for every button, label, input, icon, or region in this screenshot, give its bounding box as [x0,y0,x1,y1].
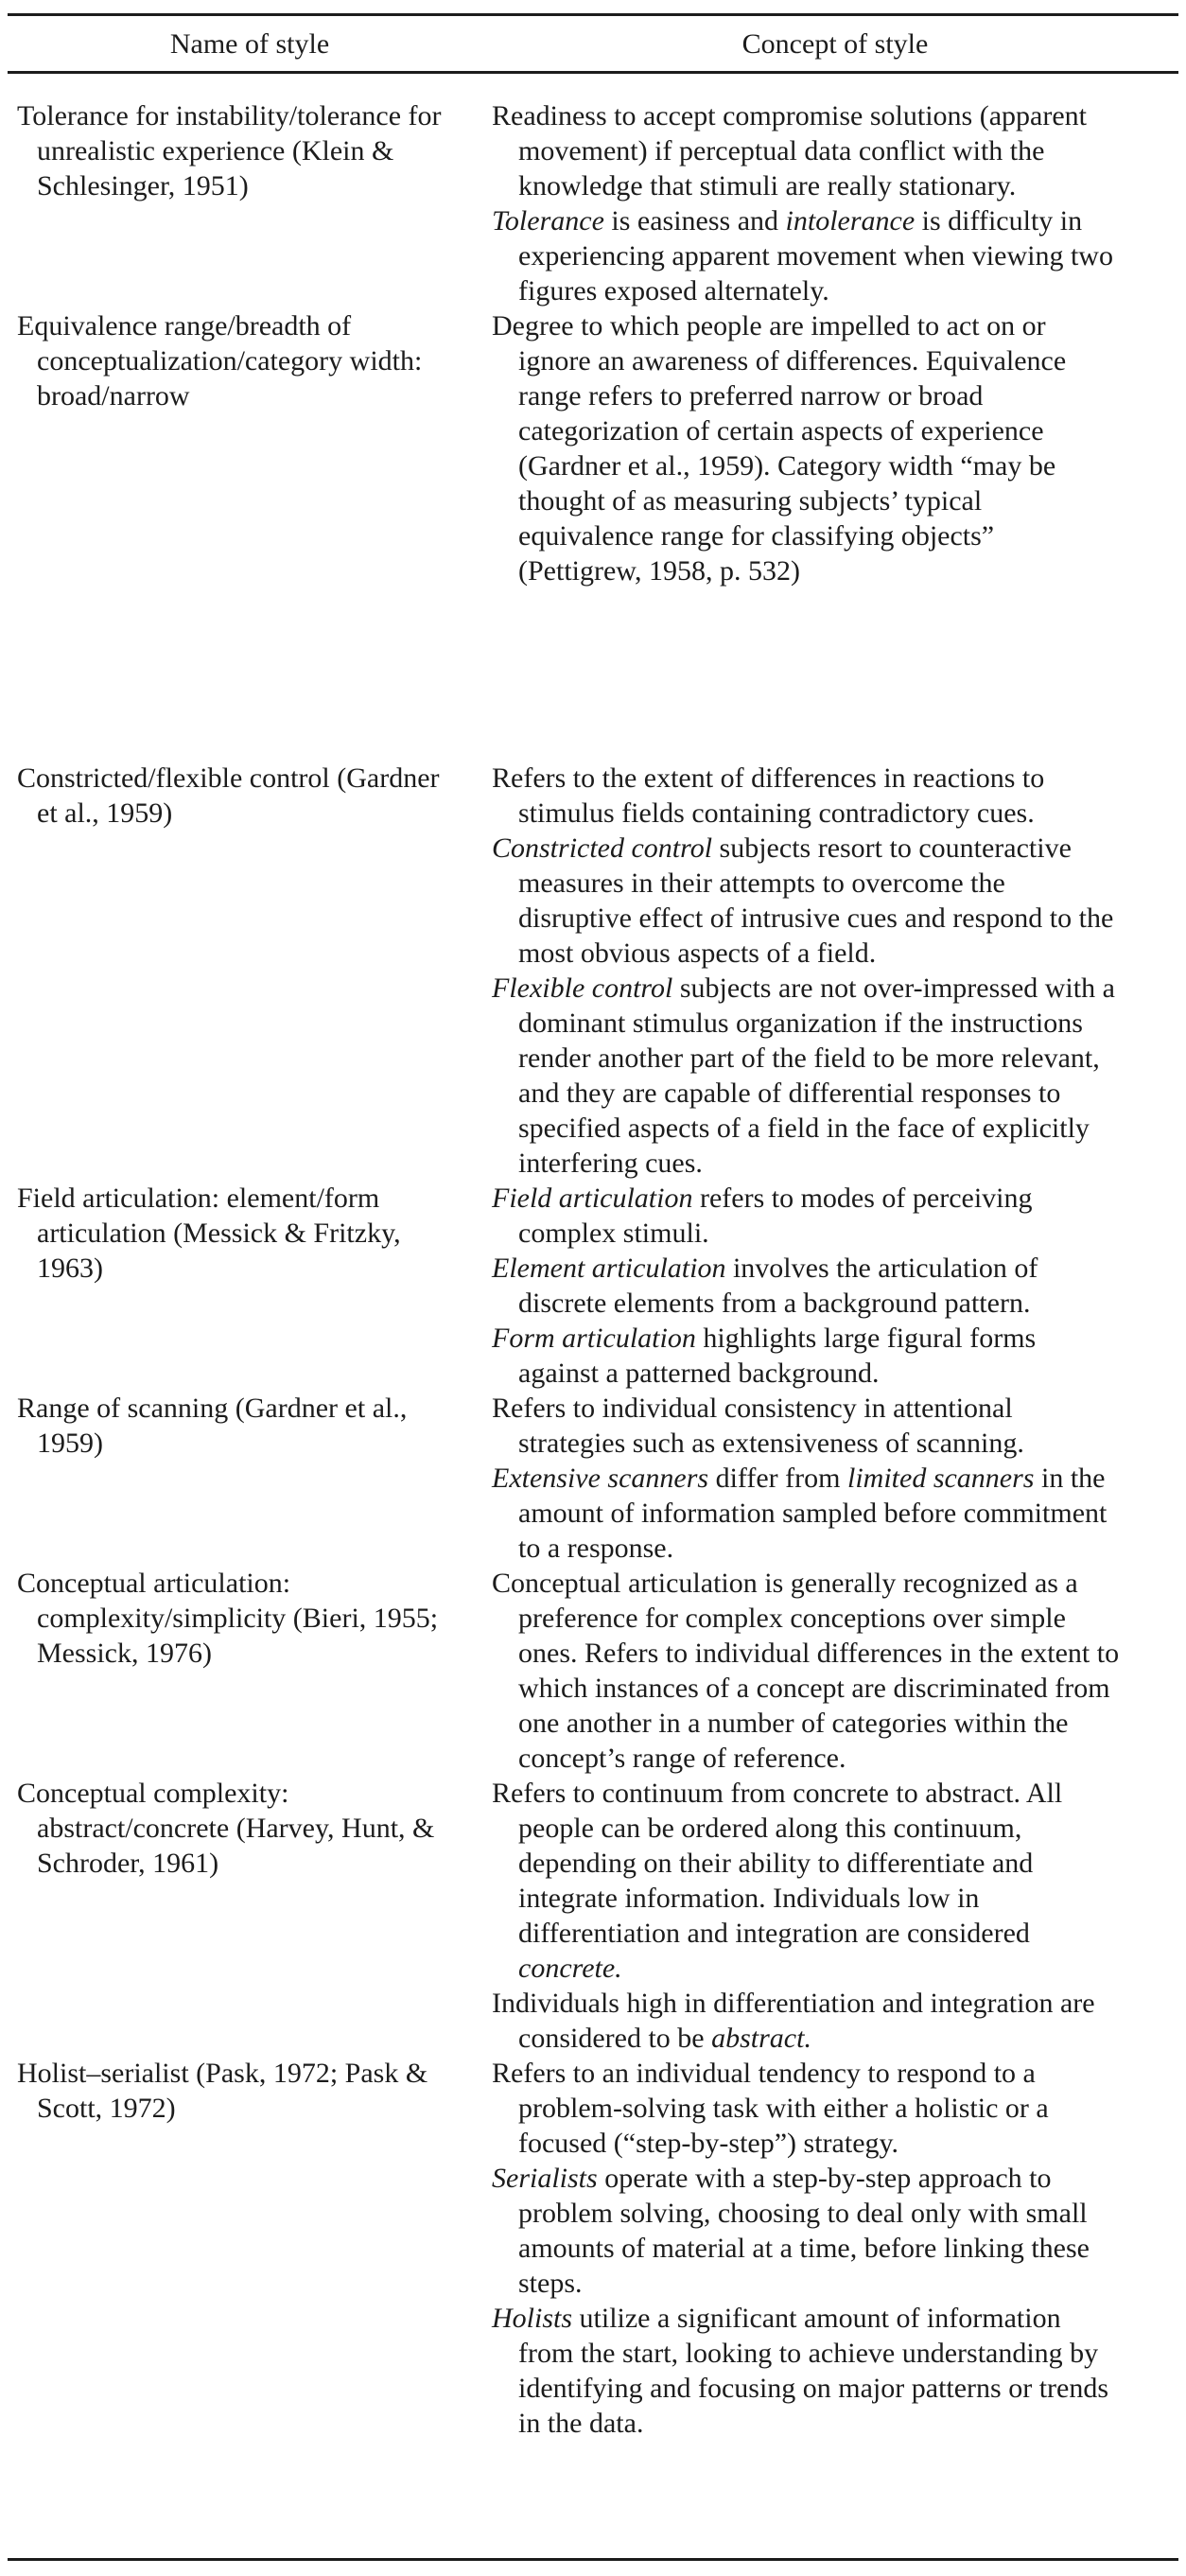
table-row [8,1566,1178,1776]
concept-term-italic: Constricted control [492,832,713,864]
style-concept-paragraph [492,831,1122,971]
concept-term-italic: Field articulation [492,1183,693,1214]
style-concept-paragraph [492,971,1122,1181]
concept-text: Individuals high in differentiation and integration are considered to be [492,1988,1095,2054]
table-bottom-rule [8,2558,1178,2561]
concept-text: refers to modes of perceiving complex stimuli. [518,1183,1033,1249]
style-concept-cell [492,98,1178,308]
style-name-text: Tolerance for instability/tolerance for unrealistic experience (Klein & Schlesinger, 1951) [17,100,442,202]
style-concept-paragraph [492,98,1122,203]
style-name-cell [8,2056,492,2441]
style-name-text: Range of scanning (Gardner et al., 1959) [17,1393,408,1459]
concept-text: highlights large figural forms against a patterned background. [518,1323,1037,1389]
style-concept-cell [492,761,1178,1181]
style-concept-paragraph [492,761,1122,831]
style-concept-paragraph [492,1776,1122,1986]
concept-text: differ from [708,1463,847,1494]
style-concept-cell [492,1391,1178,1566]
concept-term-italic: limited scanners [847,1463,1035,1494]
concept-term-italic: Extensive scanners [492,1463,709,1494]
concept-term-italic: Element articulation [492,1253,726,1284]
table-row [8,308,1178,588]
bottom-whitespace [8,2441,1178,2558]
concept-text: subjects are not over-impressed with a dominant stimulus organization if the instructions render another part of the field to be more relevant, and they are capable of differential responses to specified aspects of a field in the face of explicitly interfering cues. [518,973,1115,1179]
style-concept-paragraph [492,1251,1122,1321]
table-row [8,98,1178,308]
concept-text: is difficulty in experiencing apparent movement when viewing two figures exposed alternately. [518,205,1113,307]
style-name-text: Equivalence range/breadth of conceptualization/category width: broad/narrow [17,310,423,412]
table-row [8,1391,1178,1566]
style-name-text: Conceptual articulation: complexity/simplicity (Bieri, 1955; Messick, 1976) [17,1568,439,1669]
concept-text: Readiness to accept compromise solutions (apparent movement) if perceptual data conflict with the knowledge that stimuli are really stationary. [492,100,1087,202]
concept-term-italic: Form articulation [492,1323,696,1354]
style-concept-cell [492,1566,1178,1776]
table-row [8,761,1178,1181]
style-concept-paragraph [492,203,1122,308]
table-row [8,1776,1178,2056]
concept-text: operate with a step-by-step approach to problem solving, choosing to deal only with small amounts of material at a time, before linking these steps. [518,2163,1090,2299]
concept-term-italic: Flexible control [492,973,673,1004]
table-row [8,1181,1178,1391]
concept-text: involves the articulation of discrete elements from a background pattern. [518,1253,1038,1319]
table-header-row [8,16,1178,71]
concept-text: is easiness and [603,205,786,237]
concept-text: Refers to individual consistency in attentional strategies such as extensiveness of scanning. [492,1393,1024,1459]
style-concept-paragraph [492,1566,1122,1776]
style-concept-paragraph [492,2056,1122,2161]
concept-text: Refers to the extent of differences in reactions to stimulus fields containing contradictory cues. [492,762,1045,829]
concept-term-italic: concrete. [518,1953,622,1984]
style-name-text: Conceptual complexity: abstract/concrete (Harvey, Hunt, & Schroder, 1961) [17,1778,435,1879]
table-row [8,2056,1178,2441]
concept-text: Conceptual articulation is generally recognized as a preference for complex conceptions over simple ones. Refers to individual differences in the extent to which instances of a concept are discriminated from one another in a number of categories within the concept’s range of reference. [492,1568,1120,1774]
style-name-text: Field articulation: element/form articulation (Messick & Fritzky, 1963) [17,1183,401,1284]
style-concept-paragraph [492,1321,1122,1391]
style-name-cell [8,1566,492,1776]
column-header-name-of-style: Name of style [169,28,330,60]
concept-text: subjects resort to counteractive measures in their attempts to overcome the disruptive effect of intrusive cues and respond to the most obvious aspects of a field. [518,832,1114,969]
concept-term-italic: Tolerance [492,205,604,237]
style-name-cell [8,98,492,308]
style-concept-paragraph [492,1986,1122,2056]
concept-text: Refers to continuum from concrete to abstract. All people can be ordered along this continuum, depending on their ability to differentiate and integrate information. Individuals low in differentiation and integration are considered [492,1778,1063,1949]
column-header-concept-of-style: Concept of style [741,28,929,60]
style-concept-cell [492,2056,1178,2441]
style-concept-paragraph [492,2301,1122,2441]
style-name-cell [8,1776,492,2056]
concept-text: utilize a significant amount of information from the start, looking to achieve understanding by identifying and focusing on major patterns or trends in the data. [518,2303,1109,2439]
style-concept-paragraph [492,2161,1122,2301]
style-table-body [8,74,1178,2441]
style-name-cell [8,761,492,1181]
concept-text: Refers to an individual tendency to respond to a problem-solving task with either a holistic or a focused (“step-by-step”) strategy. [492,2058,1049,2159]
style-name-cell [8,308,492,588]
style-name-text: Holist–serialist (Pask, 1972; Pask & Scott, 1972) [17,2058,428,2124]
style-name-cell [8,1391,492,1566]
style-name-cell [8,1181,492,1391]
style-concept-paragraph [492,1391,1122,1461]
concept-term-italic: Holists [492,2303,573,2334]
style-concept-paragraph [492,308,1122,588]
concept-text: Degree to which people are impelled to act on or ignore an awareness of differences. Equivalence range refers to preferred narrow or broad categorization of certain aspects of experience (Gardner et al., 1959). Category width “may be thought of as measuring subjects’ typical equivalence range for classifying objects” (Pettigrew, 1958, p. 532) [492,310,1067,587]
concept-term-italic: intolerance [785,205,916,237]
style-concept-cell [492,308,1178,588]
concept-text: in the amount of information sampled before commitment to a response. [518,1463,1108,1564]
style-concept-cell [492,1776,1178,2056]
concept-term-italic: Serialists [492,2163,598,2194]
style-name-text: Constricted/flexible control (Gardner et al., 1959) [17,762,440,829]
style-concept-paragraph [492,1461,1122,1566]
style-concept-cell [492,1181,1178,1391]
concept-term-italic: abstract. [711,2023,811,2054]
style-concept-paragraph [492,1181,1122,1251]
